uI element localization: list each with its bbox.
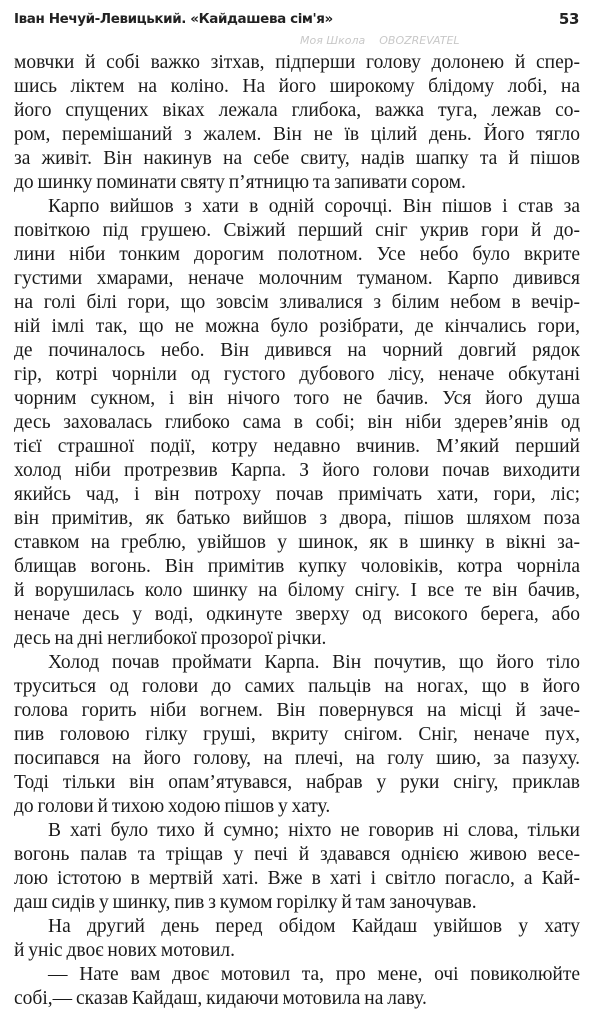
text-line: В хаті було тихо й сумно; ніхто не говорив ні слова, тільки: [48, 820, 580, 841]
text-line: труситься од голови до самих пальців на ногах, що в його: [14, 676, 580, 697]
text-line: неначе десь у воді, одкинуте зверху од високого берега, або: [14, 604, 580, 625]
paragraph: [14, 915, 580, 963]
text-line: посипався на його голову, на плечі, на голу шию, за пазуху.: [14, 748, 580, 769]
text-line: за живіт. Він накинув на себе свиту, надів шапку та й пішов: [14, 148, 580, 169]
text-line: густими хмарами, неначе молочним туманом. Карпо дивився: [14, 268, 580, 289]
watermark-row: [300, 32, 560, 48]
text-line: він примітив, як батько вийшов з двора, пішов шляхом поза: [14, 508, 580, 529]
text-line: блищав вогонь. Він примітив купку чоловіків, котра чорніла: [14, 556, 580, 577]
watermark: OBOZREVATEL: [379, 33, 460, 47]
text-line: десь заховалась глибоко сама в собі; він ніби здерев’янів од: [14, 412, 580, 433]
text-line: Тоді тільки він опам’ятувався, набрав у руки снігу, приклав: [14, 772, 580, 793]
text-line: й ворушилась коло шинку на білому снігу. І все те він бачив,: [14, 580, 580, 601]
header-title: Іван Нечуй-Левицький. «Кайдашева сім'я»: [14, 11, 333, 27]
page-number: 53: [558, 10, 579, 28]
text-line: ром, перемішаний з жалем. Він не їв цілий день. Його тягло: [14, 124, 580, 145]
text-line: — Нате вам двоє мотовил та, про мене, очі повиколюйте: [48, 964, 580, 985]
text-line: якийсь чад, і він потроху почав примічать хати, гори, ліс;: [14, 484, 580, 505]
text-line: даш сидів у шинку, пив з кумом горілку й там заночував.: [14, 892, 477, 913]
text-line: гір, котрі чорніли од густого дубового лісу, неначе обкутані: [14, 364, 580, 385]
text-line: холод ніби протрезвив Карпа. З його голови почав виходити: [14, 460, 580, 481]
text-line: Холод почав проймати Карпа. Він почутив, що його тіло: [48, 652, 580, 673]
text-line: чорним сукном, і він нічого того не бачив. Уся його душа: [14, 388, 580, 409]
text-line: мовчки й собі важко зітхав, підперши голову долонею й спер-: [14, 52, 580, 73]
text-line: собі,— сказав Кайдаш, кидаючи мотовила на лаву.: [14, 988, 427, 1009]
paragraph: [14, 963, 580, 1011]
text-line: Карпо вийшов з хати в одній сорочці. Він пішов і став за: [48, 196, 580, 217]
text-line: лою істотою в мертвій хаті. Вже в хаті і світло погасло, а Кай-: [14, 868, 580, 889]
paragraph: [14, 195, 580, 651]
text-line: на голі білі гори, що зовсім зливалися з білим небом в вечір-: [14, 292, 580, 313]
page-body-text: [14, 51, 580, 1011]
text-line: ставком на греблю, увійшов у шинок, як в шинку в вікні за-: [14, 532, 580, 553]
text-line: вогонь палав та тріщав у печі й здавався однією живою весе-: [14, 844, 580, 865]
watermark: Моя Школа: [300, 33, 366, 47]
text-line: десь на дні неглибокої прозорої річки.: [14, 628, 327, 649]
text-line: лини ніби тонким дорогим полотном. Усе небо було вкрите: [14, 244, 580, 265]
text-line: тієї страшної події, котру недавно вчинив. М’який перший: [14, 436, 580, 457]
text-line: його спущених віках лежала глибока, важка туга, лежав со-: [14, 100, 580, 121]
paragraph: [14, 651, 580, 819]
text-line: до шинку поминати святу п’ятницю та запивати сором.: [14, 172, 466, 193]
paragraph: [14, 51, 580, 195]
text-line: до голови й тихою ходою пішов у хату.: [14, 796, 331, 817]
text-line: На другий день перед обідом Кайдаш увійшов у хату: [48, 916, 580, 937]
running-header: [14, 8, 579, 30]
paragraph: [14, 819, 580, 915]
text-line: й уніс двоє нових мотовил.: [14, 940, 235, 961]
text-line: пив головою гілку груші, вкриту снігом. Сніг, неначе пух,: [14, 724, 580, 745]
text-line: де починалось небо. Він дивився на чорний довгий рядок: [14, 340, 580, 361]
text-line: голова горить ніби вогнем. Він повернувся на місці й заче-: [14, 700, 580, 721]
text-line: повіткою під грушею. Свіжий перший сніг укрив гори й до-: [14, 220, 580, 241]
text-line: шись ліктем на коліно. На його широкому блідому лобі, на: [14, 76, 580, 97]
text-line: ній імлі так, що не можна було розібрати, де кінчались гори,: [14, 316, 580, 337]
